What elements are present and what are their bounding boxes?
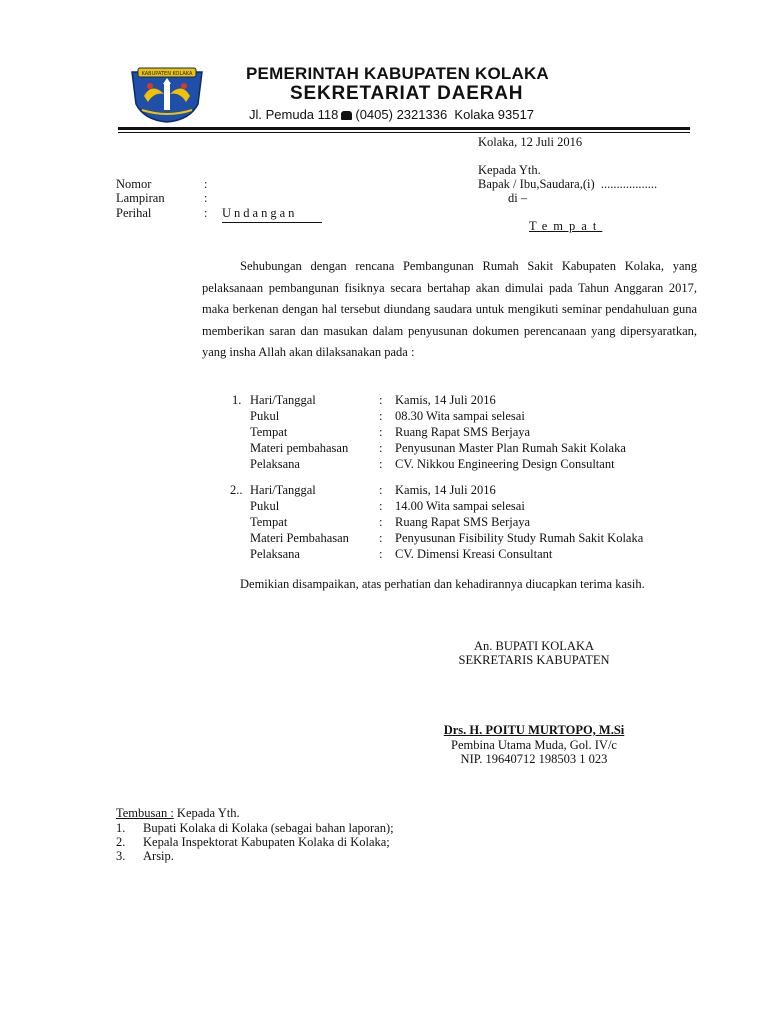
- recipient-place: Tempat: [529, 219, 603, 233]
- regency-emblem-icon: [130, 66, 204, 124]
- schedule-2-colon: :: [379, 547, 383, 561]
- schedule-2-time-label: Pukul: [250, 499, 280, 513]
- schedule-2-organizer-label: Pelaksana: [250, 547, 300, 561]
- schedule-2-topic-value: Penyusunan Fisibility Study Rumah Sakit Kolaka: [395, 531, 644, 545]
- schedule-1-topic-value: Penyusunan Master Plan Rumah Sakit Kolaka: [395, 441, 626, 455]
- schedule-1-topic-label: Materi pembahasan: [250, 441, 349, 455]
- signer-nip: NIP. 19640712 198503 1 023: [460, 752, 608, 766]
- cc-item-number: 1.: [116, 821, 126, 835]
- header-divider: [118, 127, 690, 130]
- schedule-1-colon: :: [379, 409, 383, 423]
- schedule-2-date-label: Hari/Tanggal: [250, 483, 316, 497]
- office-name: SEKRETARIAT DAERAH: [290, 83, 524, 104]
- cc-item: Kepala Inspektorat Kabupaten Kolaka di Kolaka;: [143, 835, 390, 849]
- schedule-2-colon: :: [379, 515, 383, 529]
- schedule-1-colon: :: [379, 441, 383, 455]
- perihal-underline: [222, 222, 322, 223]
- government-name: PEMERINTAH KABUPATEN KOLAKA: [246, 64, 549, 83]
- lampiran-colon: :: [204, 191, 208, 205]
- perihal-colon: :: [204, 206, 208, 220]
- schedule-1-time-label: Pukul: [250, 409, 280, 423]
- schedule-2-topic-label: Materi Pembahasan: [250, 531, 349, 545]
- cc-title-suffix: Kepada Yth.: [176, 806, 240, 820]
- schedule-1-venue-value: Ruang Rapat SMS Berjaya: [395, 425, 531, 439]
- address-city: Kolaka 93517: [454, 107, 534, 122]
- signature-on-behalf: An. BUPATI KOLAKA: [473, 639, 595, 653]
- closing-paragraph: Demikian disampaikan, atas perhatian dan kehadirannya diucapkan terima kasih.: [240, 577, 645, 591]
- schedule-1-colon: :: [379, 425, 383, 439]
- schedule-2-venue-value: Ruang Rapat SMS Berjaya: [395, 515, 531, 529]
- recipient-line-3: di –: [508, 191, 528, 205]
- cc-heading: [116, 806, 240, 821]
- cc-item: Bupati Kolaka di Kolaka (sebagai bahan laporan);: [143, 821, 394, 835]
- schedule-1-colon: :: [379, 457, 383, 471]
- header-divider-thin: [118, 132, 690, 133]
- intro-paragraph: Sehubungan dengan rencana Pembangunan Rumah Sakit Kabupaten Kolaka, yang pelaksanaan pembangunan fisiknya secara bertahap akan dimulai pada Tahun Anggaran 2017, maka berkenan dengan hal tersebut diundang saudara untuk mengikuti seminar pendahuluan guna memberikan saran dan masukan dalam penyusunan dokumen perencanaan yang dipersyaratkan, yang insha Allah akan dilaksanakan pada :: [202, 259, 697, 359]
- schedule-1-venue-label: Tempat: [250, 425, 288, 439]
- schedule-1-date-label: Hari/Tanggal: [250, 393, 316, 407]
- lampiran-label: Lampiran: [116, 191, 165, 205]
- schedule-1-colon: :: [379, 393, 383, 407]
- schedule-1-organizer-label: Pelaksana: [250, 457, 300, 471]
- schedule-2-date-value: Kamis, 14 Juli 2016: [395, 483, 496, 497]
- telephone-icon: [341, 111, 352, 120]
- recipient-blank: ..................: [600, 177, 658, 191]
- signature-position: SEKRETARIS KABUPATEN: [458, 653, 610, 667]
- schedule-1-time-value: 08.30 Wita sampai selesai: [395, 409, 525, 423]
- schedule-2-venue-label: Tempat: [250, 515, 288, 529]
- schedule-2-colon: :: [379, 531, 383, 545]
- signer-rank: Pembina Utama Muda, Gol. IV/c: [451, 738, 617, 752]
- cc-item-number: 3.: [116, 849, 126, 863]
- nomor-label: Nomor: [116, 177, 152, 191]
- schedule-2-organizer-value: CV. Dimensi Kreasi Consultant: [395, 547, 553, 561]
- address-phone: (0405) 2321336: [355, 107, 448, 122]
- cc-title: Tembusan :: [116, 806, 174, 820]
- cc-item: Arsip.: [143, 849, 174, 863]
- signer-name: Drs. H. POITU MURTOPO, M.Si: [443, 723, 625, 737]
- address-street: Jl. Pemuda 118: [249, 107, 339, 122]
- schedule-1-number: 1.: [232, 393, 242, 407]
- schedule-2-colon: :: [379, 499, 383, 513]
- perihal-label: Perihal: [116, 206, 152, 220]
- schedule-1-date-value: Kamis, 14 Juli 2016: [395, 393, 496, 407]
- schedule-1-organizer-value: CV. Nikkou Engineering Design Consultant: [395, 457, 615, 471]
- perihal-value: Undangan: [222, 206, 298, 220]
- cc-item-number: 2.: [116, 835, 126, 849]
- place-date: Kolaka, 12 Juli 2016: [478, 135, 583, 149]
- logo-caption: KABUPATEN KOLAKA: [141, 71, 193, 77]
- recipient-line-1: Kepada Yth.: [478, 163, 541, 177]
- schedule-2-number: 2..: [230, 483, 243, 497]
- recipient-addressee: Bapak / Ibu,Saudara,(i): [478, 177, 595, 191]
- schedule-2-colon: :: [379, 483, 383, 497]
- office-address: [249, 107, 534, 122]
- schedule-2-time-value: 14.00 Wita sampai selesai: [395, 499, 525, 513]
- recipient-line-2: [478, 177, 657, 192]
- nomor-colon: :: [204, 177, 208, 191]
